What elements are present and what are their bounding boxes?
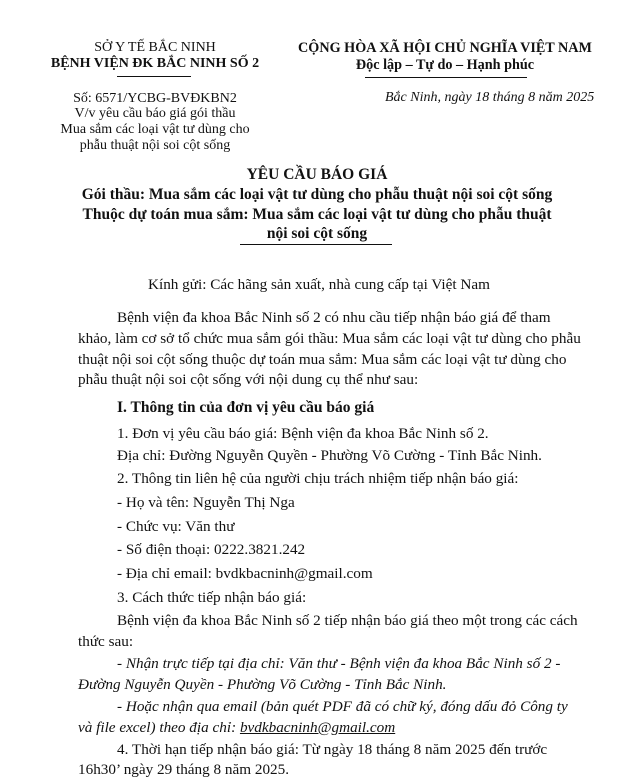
email-delivery-prefix: và file excel) theo địa chỉ:: [78, 719, 240, 736]
intro-line: phẫu thuật nội soi cột sống với nội dung cụ thể như sau:: [78, 371, 419, 388]
intro-line: thuật nội soi cột sống thuộc dự toán mua sắm: Mua sắm các loại vật tư dùng cho: [78, 351, 567, 368]
agency-name: SỞ Y TẾ BẮC NINH: [94, 40, 216, 55]
direct-delivery-line: - Nhận trực tiếp tại địa chỉ: Văn thư - Bệnh viện đa khoa Bắc Ninh số 2 -: [117, 655, 561, 672]
title-package: Gói thầu: Mua sắm các loại vật tư dùng cho phẫu thuật nội soi cột sống: [81, 186, 553, 203]
requester-address: Địa chỉ: Đường Nguyễn Quyền - Phường Võ Cường - Tỉnh Bắc Ninh.: [117, 447, 542, 464]
intro-line: khảo, làm cơ sở tổ chức mua sắm gói thầu: Mua sắm các loại vật tư dùng cho phẫu: [78, 330, 581, 347]
document-title: YÊU CẦU BÁO GIÁ: [246, 166, 388, 183]
intro-line: Bệnh viện đa khoa Bắc Ninh số 2 có nhu cầu tiếp nhận báo giá để tham: [117, 309, 551, 326]
requester-item: 1. Đơn vị yêu cầu báo giá: Bệnh viện đa khoa Bắc Ninh số 2.: [117, 425, 489, 442]
section-heading: I. Thông tin của đơn vị yêu cầu báo giá: [117, 399, 375, 416]
title-estimate: Thuộc dự toán mua sắm: Mua sắm các loại vật tư dùng cho phẫu thuật: [82, 206, 552, 223]
motto: Độc lập – Tự do – Hạnh phúc: [355, 57, 535, 73]
subject-line: Mua sắm các loại vật tư dùng cho: [60, 122, 250, 137]
title-estimate-cont: nội soi cột sống: [266, 225, 368, 242]
subject-line: V/v yêu cầu báo giá gói thầu: [74, 106, 236, 121]
method-line: Bệnh viện đa khoa Bắc Ninh số 2 tiếp nhận báo giá theo một trong các cách: [117, 612, 578, 629]
motto-underline: [365, 77, 527, 78]
document-number: Số: 6571/YCBG-BVĐKBN2: [73, 91, 237, 106]
contact-name: - Họ và tên: Nguyễn Thị Nga: [117, 494, 295, 511]
hospital-underline: [117, 76, 191, 77]
place-date: Bắc Ninh, ngày 18 tháng 8 năm 2025: [385, 90, 595, 105]
greeting: Kính gửi: Các hãng sản xuất, nhà cung cấp tại Việt Nam: [148, 276, 490, 293]
contact-phone: - Số điện thoại: 0222.3821.242: [117, 541, 306, 558]
method-line: thức sau:: [78, 633, 134, 650]
subject-line: phẫu thuật nội soi cột sống: [79, 138, 231, 153]
title-underline: [240, 244, 392, 245]
email-link[interactable]: bvdkbacninh@gmail.com: [239, 719, 396, 736]
contact-position: - Chức vụ: Văn thư: [117, 518, 235, 535]
deadline-line: 4. Thời hạn tiếp nhận báo giá: Từ ngày 18 tháng 8 năm 2025 đến trước: [117, 741, 548, 758]
receipt-method-item: 3. Cách thức tiếp nhận báo giá:: [117, 589, 307, 606]
email-delivery-line: [78, 719, 395, 737]
email-delivery-line: - Hoặc nhận qua email (bản quét PDF đã có chữ ký, đóng dấu đỏ Công ty: [117, 698, 568, 715]
deadline-line: 16h30’ ngày 29 tháng 8 năm 2025.: [78, 761, 290, 778]
contact-item: 2. Thông tin liên hệ của người chịu trách nhiệm tiếp nhận báo giá:: [117, 470, 519, 487]
contact-email: - Địa chỉ email: bvdkbacninh@gmail.com: [117, 565, 373, 582]
direct-delivery-line: Đường Nguyễn Quyền - Phường Võ Cường - Tỉnh Bắc Ninh.: [78, 676, 447, 693]
nation-title: CỘNG HÒA XÃ HỘI CHỦ NGHĨA VIỆT NAM: [298, 40, 592, 56]
hospital-name: BỆNH VIỆN ĐK BẮC NINH SỐ 2: [50, 56, 260, 71]
